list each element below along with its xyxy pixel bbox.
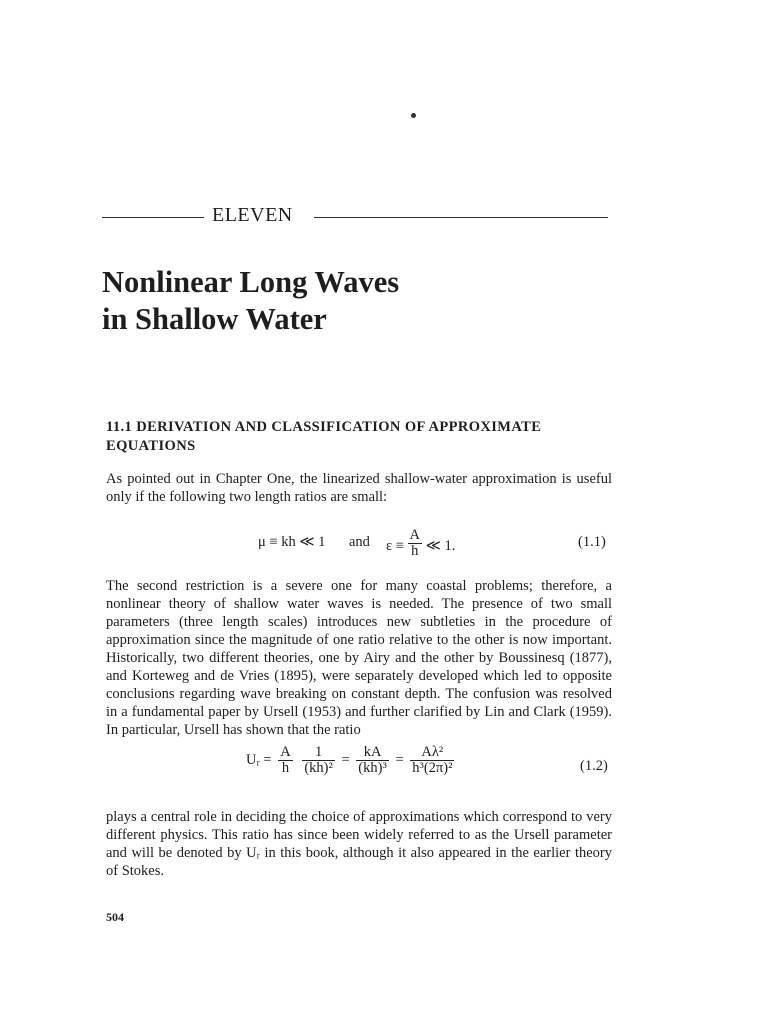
equation-1-fraction [408, 528, 422, 559]
equation-2-equals-a: = [341, 751, 350, 768]
chapter-label: ELEVEN [212, 204, 293, 226]
chapter-title-line-2: in Shallow Water [102, 302, 327, 336]
paragraph-history: The second restriction is a severe one for many coastal problems; therefore, a nonlinear theory of shallow water waves is needed. The presence of two small parameters (three length scales) introduces new subtleties in the procedure of approximation since the magnitude of one ratio relative to the other is now important. Historically, two different theories, one by Airy and the other by Boussinesq (1877), and Korteweg and de Vries (1895), were separately developed which led to opposite conclusions regarding wave breaking on constant depth. The confusion was resolved in a fundamental paper by Ursell (1953) and further clarified by Lin and Clark (1959). In particular, Ursell has shown that the ratio [106, 578, 612, 738]
equation-2-number: (1.2) [580, 758, 608, 774]
equation-2-fraction-4 [410, 745, 454, 776]
equation-2-lhs: Uᵣ = [246, 751, 272, 768]
chapter-heading [102, 204, 608, 230]
equation-1-epsilon-lhs: ε ≡ [386, 537, 404, 554]
equation-2-f3-denominator: (kh)³ [358, 760, 387, 776]
scan-speck [411, 113, 416, 118]
equation-2 [246, 745, 457, 776]
equation-2-f1-denominator: h [281, 760, 290, 776]
equation-2-fraction-2 [302, 745, 335, 776]
chapter-rule-right [314, 217, 608, 218]
equation-2-fraction-3 [356, 745, 389, 776]
equation-1-denominator: h [411, 543, 419, 559]
equation-1-number: (1.1) [578, 534, 606, 550]
equation-2-f4-numerator: Aλ² [410, 745, 454, 761]
equation-2-f2-denominator: (kh)² [304, 760, 333, 776]
equation-1-numerator: A [409, 527, 421, 543]
chapter-title-line-1: Nonlinear Long Waves [102, 265, 400, 299]
equation-1-epsilon-rhs: ≪ 1. [425, 537, 456, 554]
paragraph-intro: As pointed out in Chapter One, the linearized shallow-water approximation is useful only if the following two length ratios are small: [106, 471, 612, 505]
equation-1-epsilon [386, 527, 456, 559]
chapter-rule-left [102, 217, 204, 218]
equation-2-fraction-1 [278, 745, 292, 776]
equation-1-mu: μ ≡ kh ≪ 1 [258, 534, 326, 550]
equation-2-f3-numerator: kA [356, 745, 389, 761]
equation-2-f1-numerator: A [280, 744, 291, 760]
paragraph-ursell: plays a central role in deciding the choice of approximations which correspond to very different physics. This ratio has since been widely referred to as the Ursell parameter and will be denoted by Uᵣ in this book, although it also appeared in the earlier theory of Stokes. [106, 809, 612, 879]
chapter-title [102, 264, 399, 338]
equation-2-f2-numerator: 1 [302, 745, 335, 761]
equation-1-and: and [349, 534, 370, 550]
page-number: 504 [106, 910, 124, 924]
equation-2-equals-b: = [395, 751, 404, 768]
section-heading: 11.1 DERIVATION AND CLASSIFICATION OF APPROXIMATE EQUATIONS [106, 419, 542, 454]
equation-2-f4-denominator: h³(2π)² [412, 760, 453, 776]
